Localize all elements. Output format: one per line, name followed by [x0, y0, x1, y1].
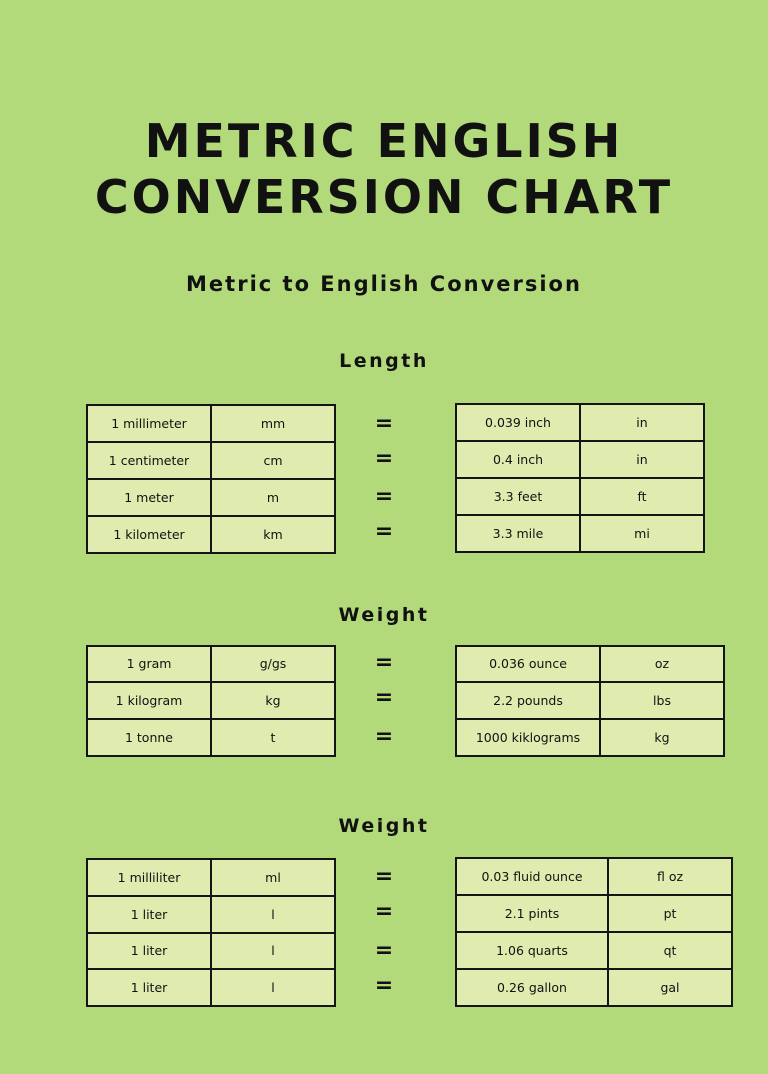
table-row: [456, 719, 724, 756]
page-title-line-2: CONVERSION CHART: [94, 170, 674, 224]
table-row: [87, 682, 335, 719]
table-row: [87, 516, 335, 553]
volume-metric-table: [86, 858, 336, 1007]
metric-value-cell: 1 liter: [87, 969, 211, 1006]
table-row: [87, 719, 335, 756]
table-row: [456, 682, 724, 719]
english-unit-cell: mi: [580, 515, 704, 552]
english-unit-cell: fl oz: [608, 858, 732, 895]
table-row: [87, 646, 335, 682]
section-title-volume: Weight: [338, 815, 430, 837]
table-row: [456, 932, 732, 969]
metric-unit-cell: km: [211, 516, 335, 553]
equals-sign: =: [374, 484, 394, 509]
metric-value-cell: 1 tonne: [87, 719, 211, 756]
english-unit-cell: gal: [608, 969, 732, 1006]
english-value-cell: 3.3 feet: [456, 478, 580, 515]
equals-sign: =: [374, 685, 394, 710]
metric-unit-cell: m: [211, 479, 335, 516]
english-value-cell: 0.03 fluid ounce: [456, 858, 608, 895]
equals-sign: =: [374, 724, 394, 749]
metric-unit-cell: l: [211, 933, 335, 969]
metric-value-cell: 1 milliliter: [87, 859, 211, 896]
equals-sign: =: [374, 899, 394, 924]
metric-unit-cell: g/gs: [211, 646, 335, 682]
table-row: [87, 933, 335, 969]
english-unit-cell: ft: [580, 478, 704, 515]
table-row: [456, 895, 732, 932]
length-english-table: [455, 403, 705, 553]
equals-sign: =: [374, 411, 394, 436]
english-value-cell: 0.036 ounce: [456, 646, 600, 682]
english-unit-cell: kg: [600, 719, 724, 756]
table-row: [87, 969, 335, 1006]
table-row: [87, 859, 335, 896]
metric-unit-cell: l: [211, 896, 335, 933]
equals-sign: =: [374, 864, 394, 889]
table-row: [456, 515, 704, 552]
page-title-line-1: METRIC ENGLISH: [144, 114, 624, 168]
english-value-cell: 3.3 mile: [456, 515, 580, 552]
metric-value-cell: 1 kilogram: [87, 682, 211, 719]
english-unit-cell: pt: [608, 895, 732, 932]
table-row: [456, 404, 704, 441]
weight-english-table: [455, 645, 725, 757]
section-title-weight: Weight: [338, 604, 430, 626]
english-value-cell: 1000 kiklograms: [456, 719, 600, 756]
table-row: [456, 478, 704, 515]
table-row: [87, 405, 335, 442]
equals-sign: =: [374, 973, 394, 998]
metric-value-cell: 1 gram: [87, 646, 211, 682]
metric-unit-cell: kg: [211, 682, 335, 719]
english-unit-cell: oz: [600, 646, 724, 682]
equals-sign: =: [374, 519, 394, 544]
table-row: [456, 858, 732, 895]
metric-value-cell: 1 liter: [87, 933, 211, 969]
english-value-cell: 0.039 inch: [456, 404, 580, 441]
metric-value-cell: 1 centimeter: [87, 442, 211, 479]
section-title-length: Length: [339, 350, 429, 372]
english-value-cell: 0.4 inch: [456, 441, 580, 478]
table-row: [87, 896, 335, 933]
table-row: [456, 969, 732, 1006]
english-unit-cell: in: [580, 404, 704, 441]
table-row: [87, 479, 335, 516]
volume-english-table: [455, 857, 733, 1007]
english-value-cell: 2.1 pints: [456, 895, 608, 932]
english-unit-cell: in: [580, 441, 704, 478]
metric-unit-cell: cm: [211, 442, 335, 479]
equals-sign: =: [374, 446, 394, 471]
table-row: [87, 442, 335, 479]
metric-unit-cell: mm: [211, 405, 335, 442]
metric-unit-cell: t: [211, 719, 335, 756]
metric-value-cell: 1 liter: [87, 896, 211, 933]
english-unit-cell: qt: [608, 932, 732, 969]
equals-sign: =: [374, 650, 394, 675]
metric-value-cell: 1 millimeter: [87, 405, 211, 442]
metric-value-cell: 1 meter: [87, 479, 211, 516]
table-row: [456, 441, 704, 478]
metric-unit-cell: ml: [211, 859, 335, 896]
english-unit-cell: lbs: [600, 682, 724, 719]
equals-sign: =: [374, 938, 394, 963]
english-value-cell: 0.26 gallon: [456, 969, 608, 1006]
metric-value-cell: 1 kilometer: [87, 516, 211, 553]
length-metric-table: [86, 404, 336, 554]
weight-metric-table: [86, 645, 336, 757]
table-row: [456, 646, 724, 682]
metric-unit-cell: l: [211, 969, 335, 1006]
english-value-cell: 2.2 pounds: [456, 682, 600, 719]
page-subtitle: Metric to English Conversion: [186, 272, 582, 296]
english-value-cell: 1.06 quarts: [456, 932, 608, 969]
